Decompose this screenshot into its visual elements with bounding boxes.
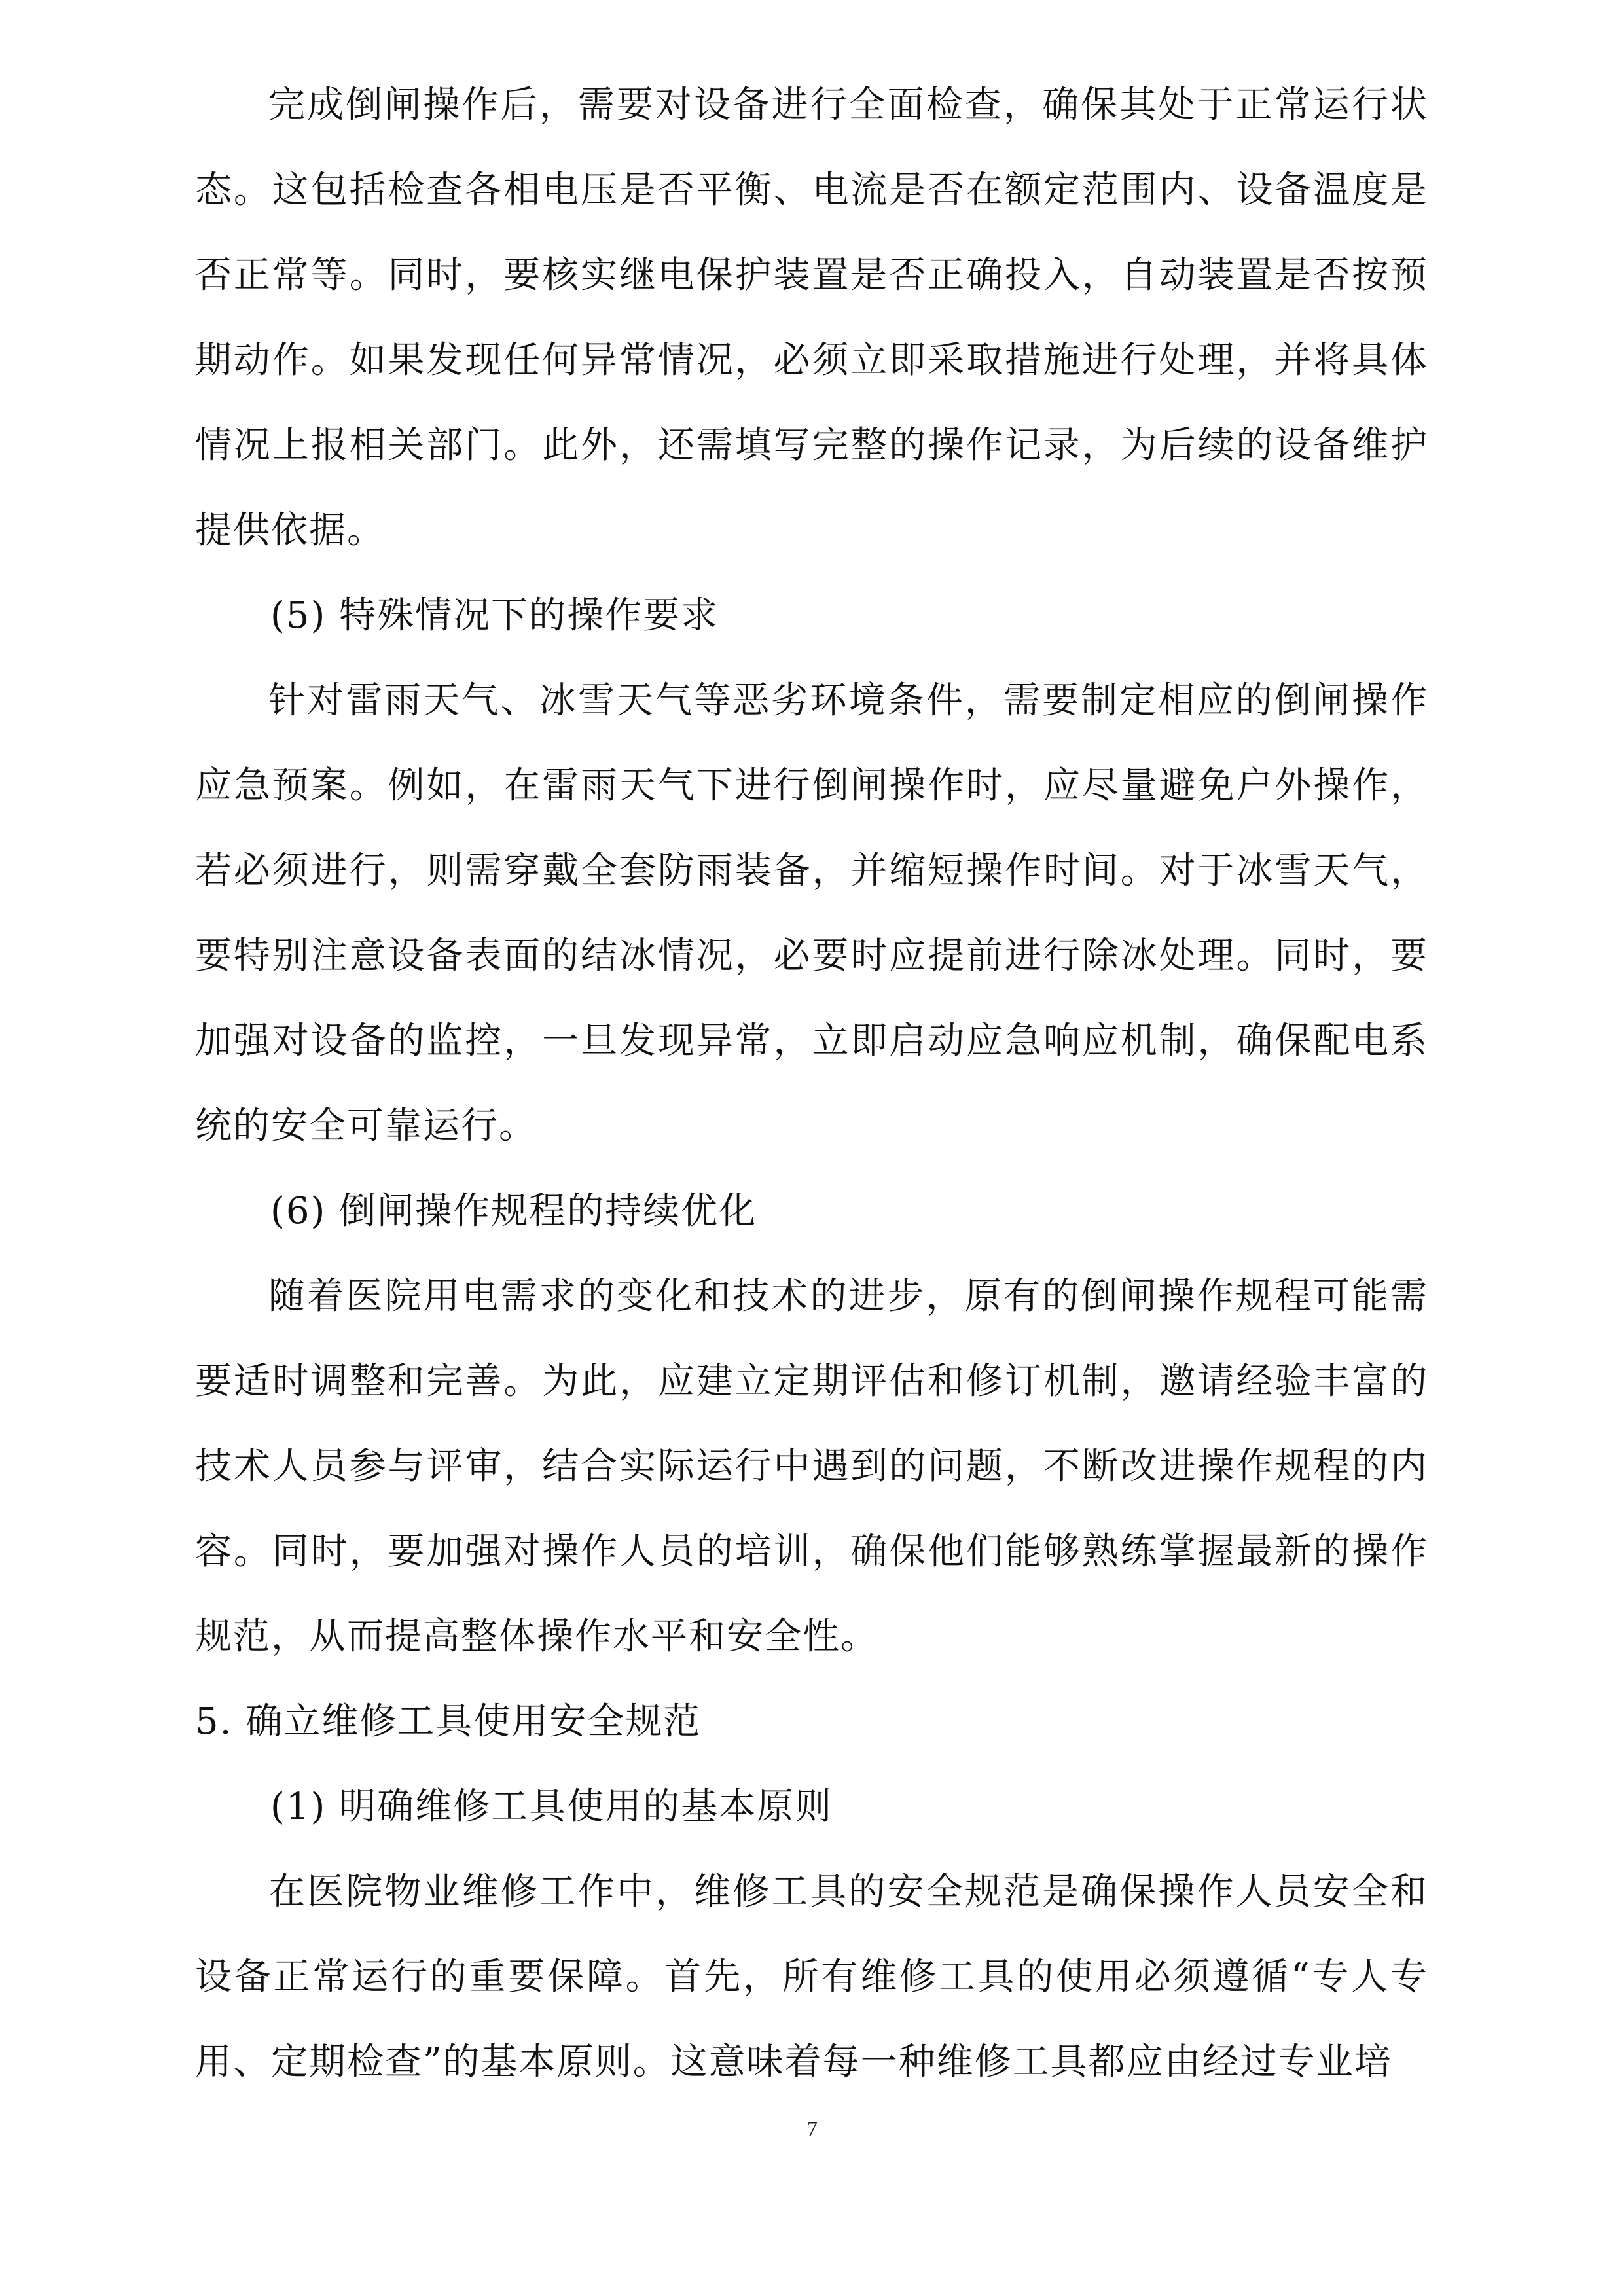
subheading-special-conditions: (5) 特殊情况下的操作要求 xyxy=(270,594,719,637)
paragraph-continuous-optimization: 随着医院用电需求的变化和技术的进步，原有的倒闸操作规程可能需要适时调整和完善。为此，应建立定期评估和修订机制，邀请经验丰富的技术人员参与评审，结合实际运行中遇到的问题，不断改进操作规程的内容。同时，要加强对操作人员的培训，确保他们能够熟练掌握最新的操作规范，从而提高整体操作水平和安全性。 xyxy=(195,1275,1428,1658)
page-number: 7 xyxy=(806,2117,818,2142)
paragraph-basic-principles: 在医院物业维修工作中，维修工具的安全规范是确保操作人员安全和设备正常运行的重要保障。首先，所有维修工具的使用必须遵循“专人专用、定期检查”的基本原则。这意味着每一种维修工具都应由经过专业培 xyxy=(195,1871,1428,2083)
paragraph-special-conditions: 针对雷雨天气、冰雪天气等恶劣环境条件，需要制定相应的倒闸操作应急预案。例如，在雷雨天气下进行倒闸操作时，应尽量避免户外操作，若必须进行，则需穿戴全套防雨装备，并缩短操作时间。对于冰雪天气，要特别注意设备表面的结冰情况，必要时应提前进行除冰处理。同时，要加强对设备的监控，一旦发现异常，立即启动应急响应机制，确保配电系统的安全可靠运行。 xyxy=(195,679,1428,1147)
document-body xyxy=(195,63,1428,2105)
paragraph-post-operation-check: 完成倒闸操作后，需要对设备进行全面检查，确保其处于正常运行状态。这包括检查各相电压是否平衡、电流是否在额定范围内、设备温度是否正常等。同时，要核实继电保护装置是否正确投入，自动装置是否按预期动作。如果发现任何异常情况，必须立即采取措施进行处理，并将具体情况上报相关部门。此外，还需填写完整的操作记录，为后续的设备维护提供依据。 xyxy=(195,84,1428,552)
subheading-basic-principles: (1) 明确维修工具使用的基本原则 xyxy=(270,1785,833,1828)
section-heading-tool-safety: 5. 确立维修工具使用安全规范 xyxy=(195,1700,702,1743)
subheading-continuous-optimization: (6) 倒闸操作规程的持续优化 xyxy=(270,1190,757,1232)
